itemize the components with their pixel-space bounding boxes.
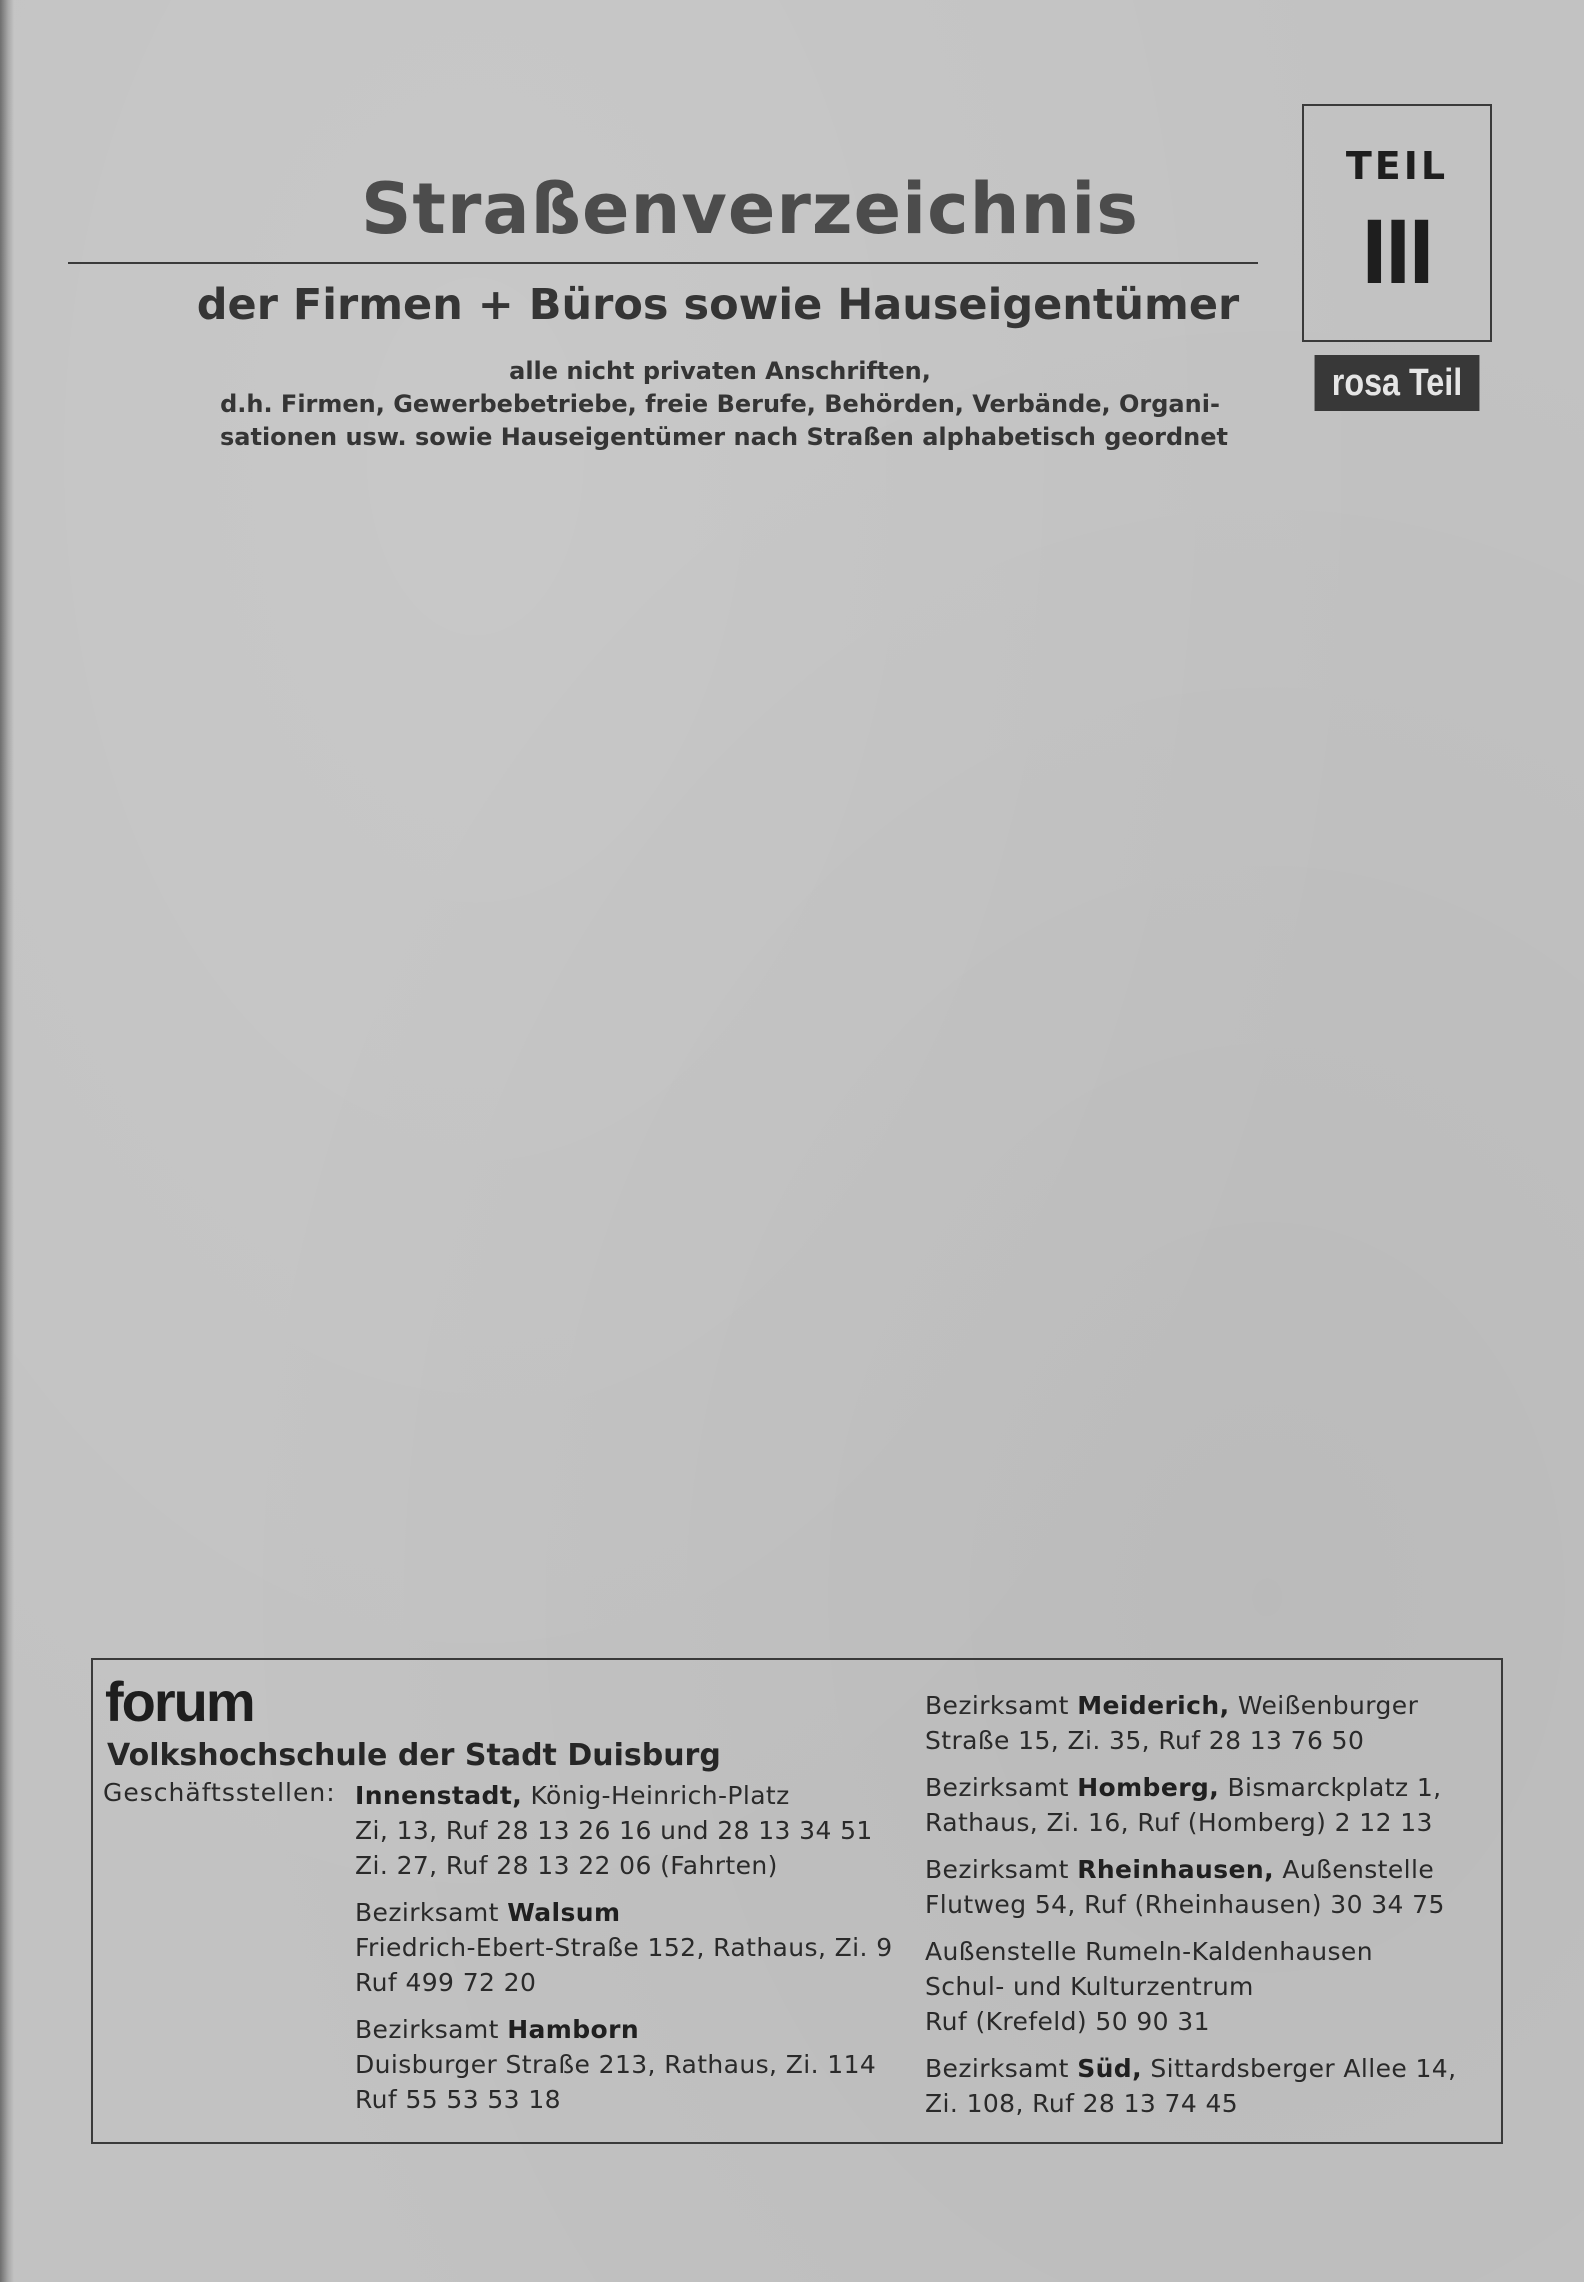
description-line: alle nicht privaten Anschriften, [509,357,931,385]
office-line [355,1895,915,1930]
office-place: Walsum [507,1898,621,1927]
offices-left-column [355,1778,915,2129]
office-text: Weißenburger [1229,1691,1419,1720]
office-prefix: Bezirksamt [925,1773,1078,1802]
section-badge: rosa Teil [1315,355,1480,411]
office-prefix: Bezirksamt [925,1855,1078,1884]
office-text: Bismarckplatz 1, [1219,1773,1442,1802]
office-place: Süd, [1077,2054,1142,2083]
office-line: Ruf (Krefeld) 50 90 31 [925,2007,1210,2036]
teil-label: TEIL [1345,144,1449,188]
title-divider [68,262,1258,264]
office-prefix: Bezirksamt [925,2054,1078,2083]
office-line [925,1688,1485,1723]
page-title: Straßenverzeichnis [361,168,1139,250]
office-line: Rathaus, Zi. 16, Ruf (Homberg) 2 12 13 [925,1808,1433,1837]
office-place: Meiderich, [1077,1691,1230,1720]
office-line [925,1852,1485,1887]
office-text: Außenstelle [1273,1855,1435,1884]
office-text: König-Heinrich-Platz [522,1781,790,1810]
office-line: Straße 15, Zi. 35, Ruf 28 13 76 50 [925,1726,1365,1755]
teil-number: III [1361,201,1433,303]
office-line: Zi, 13, Ruf 28 13 26 16 und 28 13 34 51 [355,1816,873,1845]
office-entry [925,1688,1485,1758]
forum-logo: forum [105,1670,254,1733]
organization-name: Volkshochschule der Stadt Duisburg [107,1738,721,1773]
office-place: Hamborn [507,2015,640,2044]
offices-label: Geschäftsstellen: [103,1778,336,1807]
office-text: Sittardsberger Allee 14, [1142,2054,1457,2083]
office-line: Ruf 55 53 53 18 [355,2085,561,2114]
office-entry [925,1770,1485,1840]
office-place: Innenstadt, [355,1781,523,1810]
office-entry [355,2012,915,2117]
office-line [925,1770,1485,1805]
office-entry [925,1934,1485,2039]
description [220,355,1228,454]
forum-info-box [91,1658,1503,2144]
office-entry [925,2051,1485,2121]
page-binding-edge [0,0,14,2282]
office-line: Schul- und Kulturzentrum [925,1972,1254,2001]
office-line: Flutweg 54, Ruf (Rheinhausen) 30 34 75 [925,1890,1445,1919]
office-line: Duisburger Straße 213, Rathaus, Zi. 114 [355,2050,877,2079]
office-line [925,2051,1485,2086]
office-line: Zi. 27, Ruf 28 13 22 06 (Fahrten) [355,1851,778,1880]
office-place: Rheinhausen, [1077,1855,1274,1884]
office-line [355,2012,915,2047]
description-line: sationen usw. sowie Hauseigentümer nach Straßen alphabetisch geordnet [220,423,1228,451]
offices-right-column [925,1688,1485,2133]
office-line: Ruf 499 72 20 [355,1968,537,1997]
page-subtitle: der Firmen + Büros sowie Hauseigentümer [196,280,1240,330]
office-entry [355,1895,915,2000]
office-prefix: Bezirksamt [355,2015,508,2044]
office-prefix: Bezirksamt [355,1898,508,1927]
office-line: Zi. 108, Ruf 28 13 74 45 [925,2089,1239,2118]
description-line: d.h. Firmen, Gewerbebetriebe, freie Berufe, Behörden, Verbände, Organi- [220,390,1220,418]
office-prefix: Bezirksamt [925,1691,1078,1720]
office-entry [355,1778,915,1883]
office-entry [925,1852,1485,1922]
office-line: Außenstelle Rumeln-Kaldenhausen [925,1937,1373,1966]
office-line [355,1778,915,1813]
office-line: Friedrich-Ebert-Straße 152, Rathaus, Zi. 9 [355,1933,893,1962]
office-place: Homberg, [1077,1773,1220,1802]
teil-box [1302,104,1492,342]
